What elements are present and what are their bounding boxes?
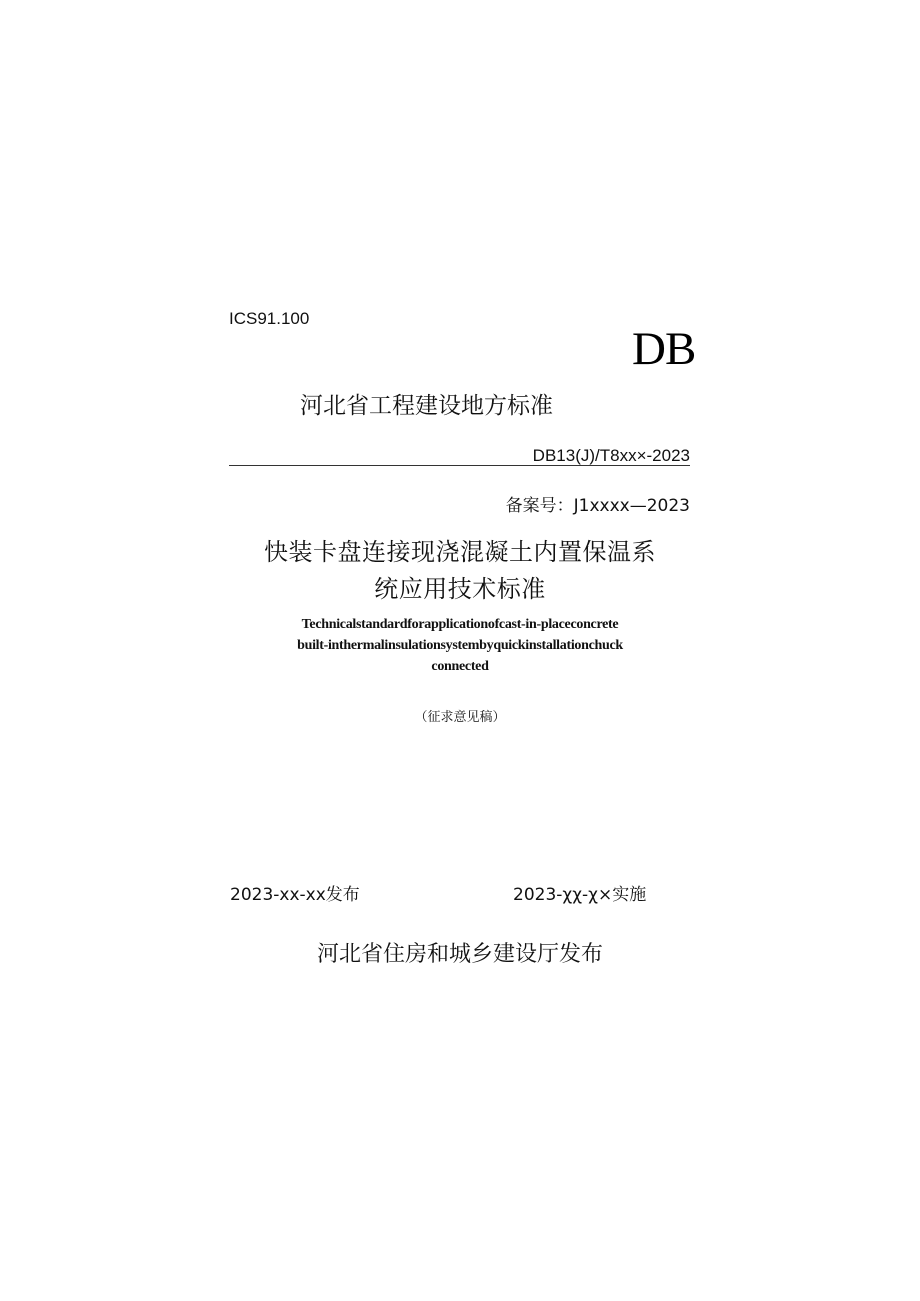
title-en-line-3: connected (431, 659, 489, 674)
draft-note: （征求意见稿） (414, 710, 506, 725)
title-en (200, 614, 720, 677)
title-zh-line-1: 快装卡盘连接现浇混凝土内置保温系 (264, 538, 656, 566)
implement-date: 2023-χχ-χ×实施 (513, 885, 647, 905)
title-block (200, 534, 720, 677)
title-en-line-1: Technicalstandardforapplicationofcast-in-placeconcrete (301, 617, 619, 632)
db-standard-mark: DB (632, 323, 696, 375)
publish-date: 2023-xx-xx发布 (230, 885, 360, 905)
standard-number: DB13(J)/T8xx×-2023 (532, 446, 690, 465)
title-zh (200, 534, 720, 608)
issuer: 河北省住房和城乡建设厅发布 (316, 942, 603, 967)
standard-type-heading: 河北省工程建设地方标准 (300, 393, 553, 419)
title-en-line-2: built-inthermalinsulationsystembyquickinstallationchuck (297, 638, 623, 653)
ics-code: ICS91.100 (229, 309, 310, 328)
title-zh-line-2: 统应用技术标准 (374, 575, 546, 603)
filing-number: 备案号：J1xxxx—2023 (505, 496, 690, 516)
header-divider (229, 465, 690, 466)
